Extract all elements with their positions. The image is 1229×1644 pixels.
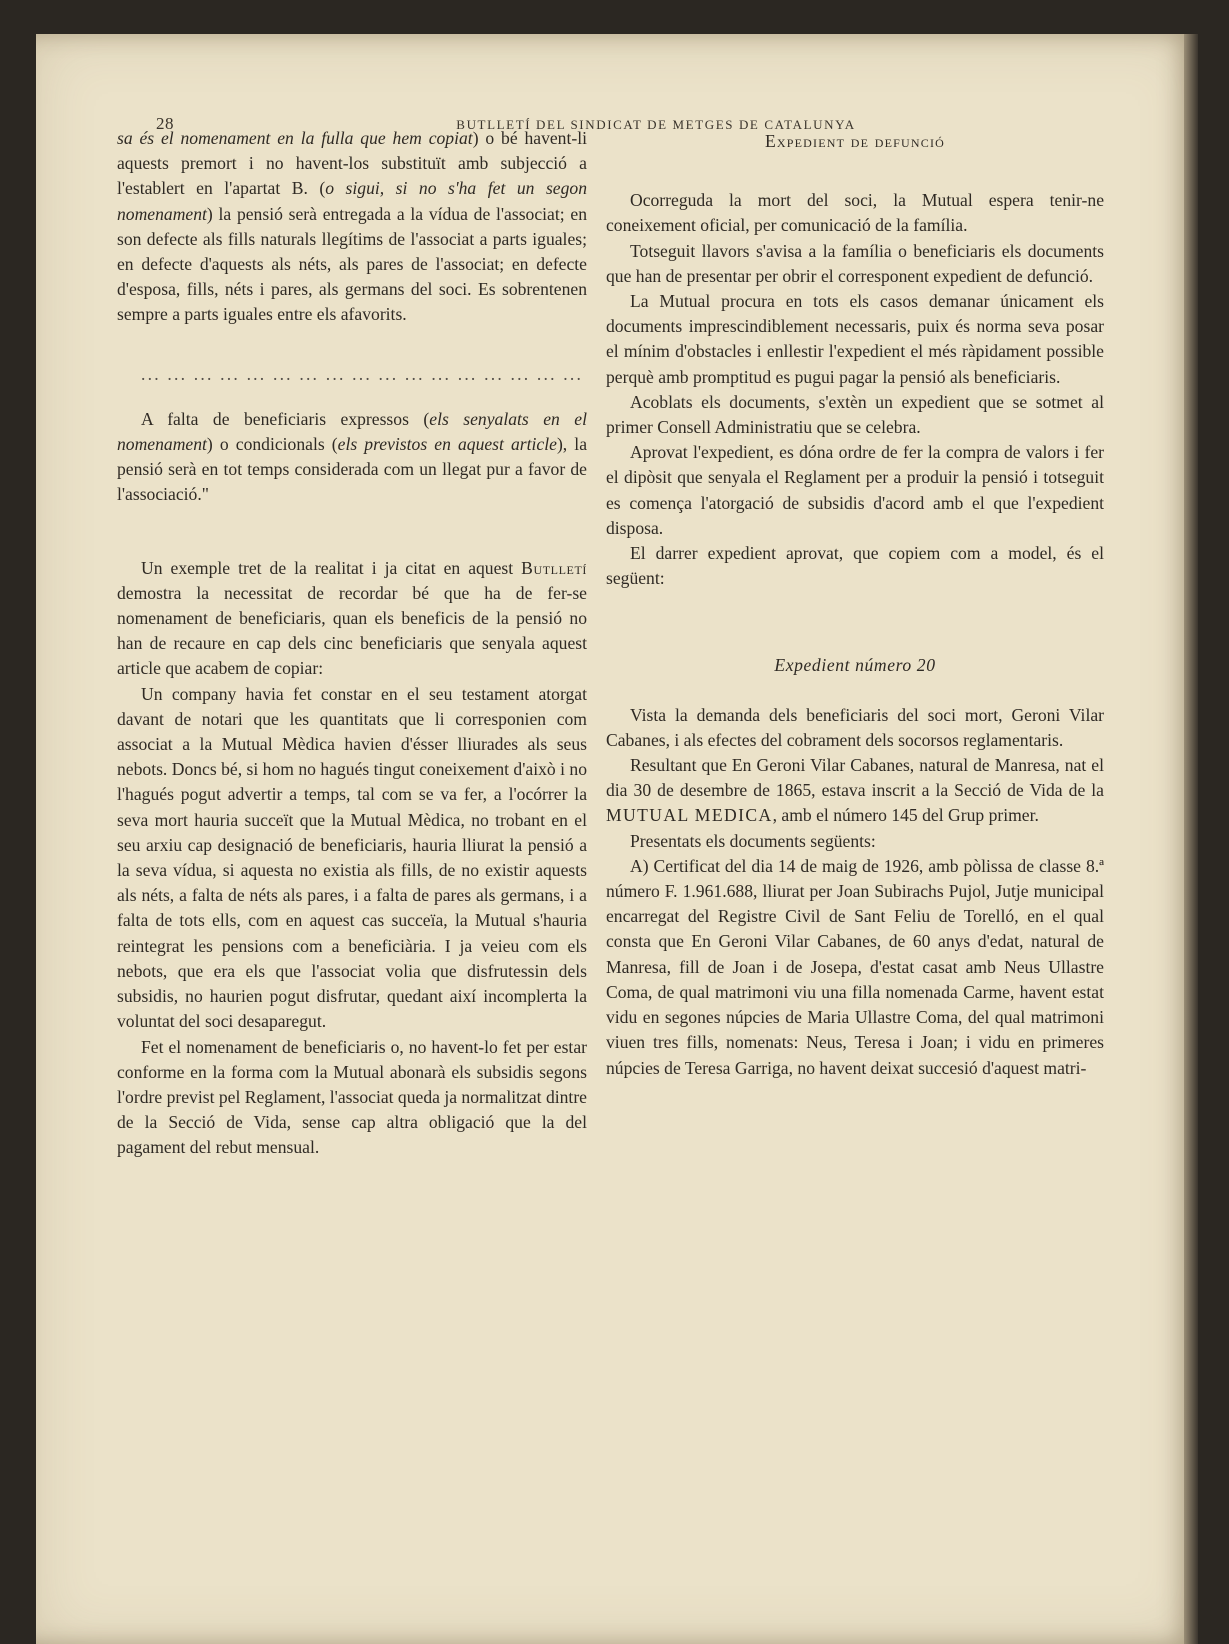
paragraph: Aprovat l'expedient, es dóna ordre de fer la compra de valors i fer el dipòsit que senyala el Reglament per a produir la pensió i totseguit es comença l'atorgació de subsidis d'acord amb el que l'expedient disposa. [606, 442, 1104, 538]
italic-text: els senyalats en el nomenament [117, 408, 587, 455]
left-column [117, 126, 587, 1161]
section-heading: Expedient de defunció [764, 131, 946, 151]
italic-text: els previstos en aquest article [337, 434, 557, 455]
paragraph: A) Certificat del dia 14 de maig de 1926, amb pòlissa de classe 8.ª número F. 1.961.688, lliurat per Joan Subirachs Pujol, Jutje municipal encarregat del Registre Civil de Sant Feliu de Torelló, en el qual consta que En Geroni Vilar Cabanes, de 60 anys d'edat, natural de Manresa, fill de Joan i de Josepa, d'estat casat amb Neus Ullastre Coma, de qual matrimoni viu una filla nomenada Carme, havent estat vidu en segones núpcies de Maria Ullastre Coma, del qual matrimoni viuen tres fills, nomenats: Neus, Teresa i Joan; i vidu en primeres núpcies de Teresa Garriga, no havent deixat succesió d'aquest matri- [606, 855, 1104, 1078]
italic-text: sa és el nomenament en la fulla que hem copiat [117, 128, 473, 148]
journal-name: Butlletí [521, 557, 587, 578]
paragraph: La Mutual procura en tots els casos demanar únicament els documents imprescindiblement necessaris, puix és norma seva posar el mínim d'obstacles i enllestir l'expedient el més ràpidament possible perquè amb promptitud es pugui pagar la pensió als beneficiaris. [606, 291, 1104, 387]
subheading: Expedient número 20 [774, 655, 936, 676]
right-column [606, 126, 1104, 1081]
running-title: BUTLLETÍ DEL SINDICAT DE METGES DE CATALUNYA [456, 117, 856, 132]
paragraph: Resultant que En Geroni Vilar Cabanes, natural de Manresa, nat el dia 30 de desembre de 1865, estava inscrit a la Secció de Vida de la MUTUAL MEDICA, amb el número 145 del Grup primer. [606, 755, 1104, 826]
paragraph: sa és el nomenament en la fulla que hem copiat) o bé havent-li aquests premort i no havent-los substituït amb subjecció a l'establert en l'apartat B. (o sigui, si no s'ha fet un segon nomenament) la pensió serà entregada a la vídua de l'associat; en son defecte als fills naturals llegítims de l'associat a parts iguales; en defecte d'aquests als néts, als pares de l'associat; en defecte d'esposa, fills, néts i pares, als germans del soci. Es sobrentenen sempre a parts iguales entre els afavorits. [117, 128, 587, 325]
paragraph: A falta de beneficiaris expressos (els senyalats en el nomenament) o condicionals (els previstos en aquest article), la pensió serà en tot temps considerada com un llegat pur a favor de l'associació." [117, 408, 588, 505]
page-spine-shadow [1184, 34, 1198, 1644]
paragraph: Ocorreguda la mort del soci, la Mutual espera tenir-ne coneixement oficial, per comunicació de la família. [606, 190, 1104, 236]
paragraph: Un company havia fet constar en el seu testament atorgat davant de notari que les quantitats que li corresponien com associat a la Mutual Mèdica havien d'ésser lliurades als seus nebots. Doncs bé, si hom no hagués tingut coneixement d'això i no l'hagués pogut advertir a temps, tal com se va fer, a l'ocórrer la seva mort hauria succeït que la Mutual Mèdica, no trobant en el seu arxiu cap designació de beneficiaris, hauria lliurat la pensió a la seva vídua, si aquesta no existia als fills, de no existir aquests als néts, a falta de néts als pares, i a falta de pares als germans, i a falta de tots ells, com en aquest cas succeïa, la Mutual s'hauria reintegrat les pensions com a beneficiària. I ja veieu com els nebots, que era els que l'associat volia que disfrutessin dels subsidis, no haurien pogut disfrutar, quedant així incomplerta la voluntat del soci desaparegut. [117, 683, 587, 1032]
italic-text: o sigui, si no s'ha fet un segon nomenament [117, 178, 587, 224]
ellipsis-divider: ... ... ... ... ... ... ... ... ... ... ... ... ... ... ... ... ... [141, 363, 584, 384]
page-number: 28 [156, 114, 174, 133]
paragraph: Un exemple tret de la realitat i ja citat en aquest Butlletí demostra la necessitat de recordar bé que ha de fer-se nomenament de beneficiaris, quan els beneficis de la pensió no han de recaure en cap dels cinc beneficiaris que senyala aquest article que acabem de copiar: [117, 557, 587, 679]
paragraph: Totseguit llavors s'avisa a la família o beneficiaris els documents que han de presentar per obrir el corresponent expedient de defunció. [606, 240, 1104, 286]
paragraph: Fet el nomenament de beneficiaris o, no havent-lo fet per estar conforme en la forma com la Mutual abonarà els subsidis segons l'ordre previst pel Reglament, l'associat queda ja normalitzat dintre de la Secció de Vida, sense cap altra obligació que la del pagament del rebut mensual. [117, 1036, 587, 1158]
paragraph: Presentats els documents següents: [630, 830, 876, 851]
paragraph: El darrer expedient aprovat, que copiem com a model, és el següent: [606, 543, 1104, 589]
paragraph: Acoblats els documents, s'extèn un expedient que se sotmet al primer Consell Administratiu que se celebra. [606, 391, 1104, 438]
paragraph: Vista la demanda dels beneficiaris del soci mort, Geroni Vilar Cabanes, i als efectes del cobrament dels socorsos reglamentaris. [606, 704, 1104, 750]
mutual-name: MUTUAL MEDICA [606, 805, 773, 826]
